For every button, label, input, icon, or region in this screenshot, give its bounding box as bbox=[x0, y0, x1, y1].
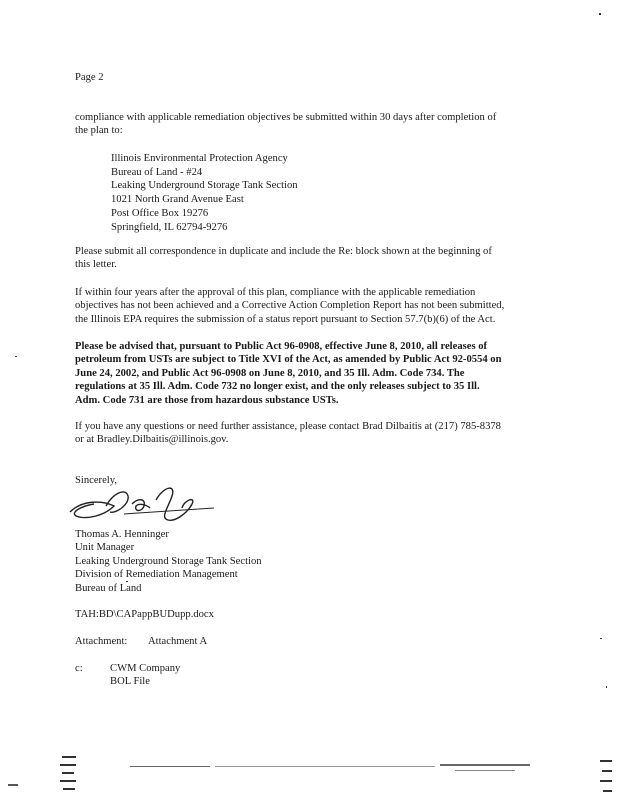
signer-block bbox=[75, 528, 262, 595]
scan-streak bbox=[455, 770, 515, 771]
paragraph-status-report bbox=[75, 286, 504, 326]
text-line: compliance with applicable remediation objectives be submitted within 30 days after completion of bbox=[75, 112, 497, 123]
address-line: Bureau of Land - #24 bbox=[111, 166, 203, 178]
cc-label: c: bbox=[75, 663, 83, 674]
text-line: or at Bradley.Dilbaitis@illinois.gov. bbox=[75, 434, 229, 446]
reference-initials: TAH:BD\CAPappBUDupp.docx bbox=[75, 609, 214, 620]
scan-speck bbox=[606, 686, 607, 688]
signer-bureau: Bureau of Land bbox=[75, 582, 142, 594]
scan-speck bbox=[600, 638, 602, 639]
scan-edge-left bbox=[62, 756, 76, 758]
scan-edge-left bbox=[62, 772, 74, 774]
cc-recipient: CWM Company bbox=[110, 663, 181, 674]
text-line: Please submit all correspondence in duplicate and include the Re: block shown at the beginning of bbox=[75, 246, 492, 257]
cc-recipients bbox=[110, 662, 180, 689]
scan-streak bbox=[130, 766, 210, 767]
scan-edge-left bbox=[63, 788, 75, 790]
scan-edge-right bbox=[603, 790, 612, 792]
attachment-value: Attachment A bbox=[148, 636, 208, 647]
text-line: If within four years after the approval of this plan, compliance with the applicable remediation bbox=[75, 287, 476, 298]
text-line: this letter. bbox=[75, 259, 117, 271]
scan-streak bbox=[215, 766, 435, 767]
scan-speck bbox=[15, 356, 17, 357]
text-line: Adm. Code 731 are those from hazardous substance USTs. bbox=[75, 394, 339, 406]
paragraph-public-act-notice bbox=[75, 340, 502, 407]
signer-division: Division of Remediation Management bbox=[75, 569, 238, 581]
paragraph-contact bbox=[75, 420, 501, 447]
signer-title: Unit Manager bbox=[75, 542, 135, 554]
signer-section: Leaking Underground Storage Tank Section bbox=[75, 555, 262, 567]
address-line: Post Office Box 19276 bbox=[111, 207, 209, 219]
paragraph-correspondence bbox=[75, 245, 492, 272]
scan-edge-right bbox=[600, 760, 612, 762]
address-line: 1021 North Grand Avenue East bbox=[111, 194, 244, 206]
agency-address-block bbox=[111, 152, 298, 234]
text-line: petroleum from USTs are subject to Title XVI of the Act, as amended by Public Act 92-0554 on bbox=[75, 354, 502, 366]
closing-salutation: Sincerely, bbox=[75, 475, 117, 486]
address-line: Springfield, IL 62794-9276 bbox=[111, 221, 228, 233]
paragraph-submission bbox=[75, 111, 496, 138]
text-line: regulations at 35 Ill. Adm. Code 732 no longer exist, and the only releases subject to 35 Ill. bbox=[75, 381, 480, 393]
text-line: the Illinois EPA requires the submission of a status report pursuant to Section 57.7(b)(6) of the Act. bbox=[75, 313, 496, 325]
text-line: objectives has not been achieved and a Corrective Action Completion Report has not been submitted, bbox=[75, 300, 505, 312]
scan-streak bbox=[440, 764, 530, 766]
signer-name: Thomas A. Henninger bbox=[75, 529, 169, 540]
scan-edge-left bbox=[60, 764, 76, 766]
scan-edge-left bbox=[60, 780, 76, 782]
scan-corner bbox=[8, 784, 18, 786]
text-line: Please be advised that, pursuant to Public Act 96-0908, effective June 8, 2010, all releases of bbox=[75, 341, 488, 352]
scan-speck bbox=[126, 581, 128, 582]
scan-edge-right bbox=[600, 780, 612, 782]
address-line: Leaking Underground Storage Tank Section bbox=[111, 180, 298, 192]
address-line: Illinois Environmental Protection Agency bbox=[111, 153, 288, 164]
scan-speck bbox=[599, 13, 601, 15]
handwritten-signature bbox=[64, 478, 224, 528]
text-line: June 24, 2002, and Public Act 96-0908 on June 8, 2010, and 35 Ill. Adm. Code 734. The bbox=[75, 367, 465, 379]
attachment-label: Attachment: bbox=[75, 636, 128, 647]
scan-edge-right bbox=[602, 770, 612, 772]
text-line: If you have any questions or need further assistance, please contact Brad Dilbaitis at (217) 785-8378 bbox=[75, 421, 501, 432]
page-number: Page 2 bbox=[75, 72, 104, 83]
cc-recipient: BOL File bbox=[110, 676, 150, 688]
text-line: the plan to: bbox=[75, 125, 123, 137]
